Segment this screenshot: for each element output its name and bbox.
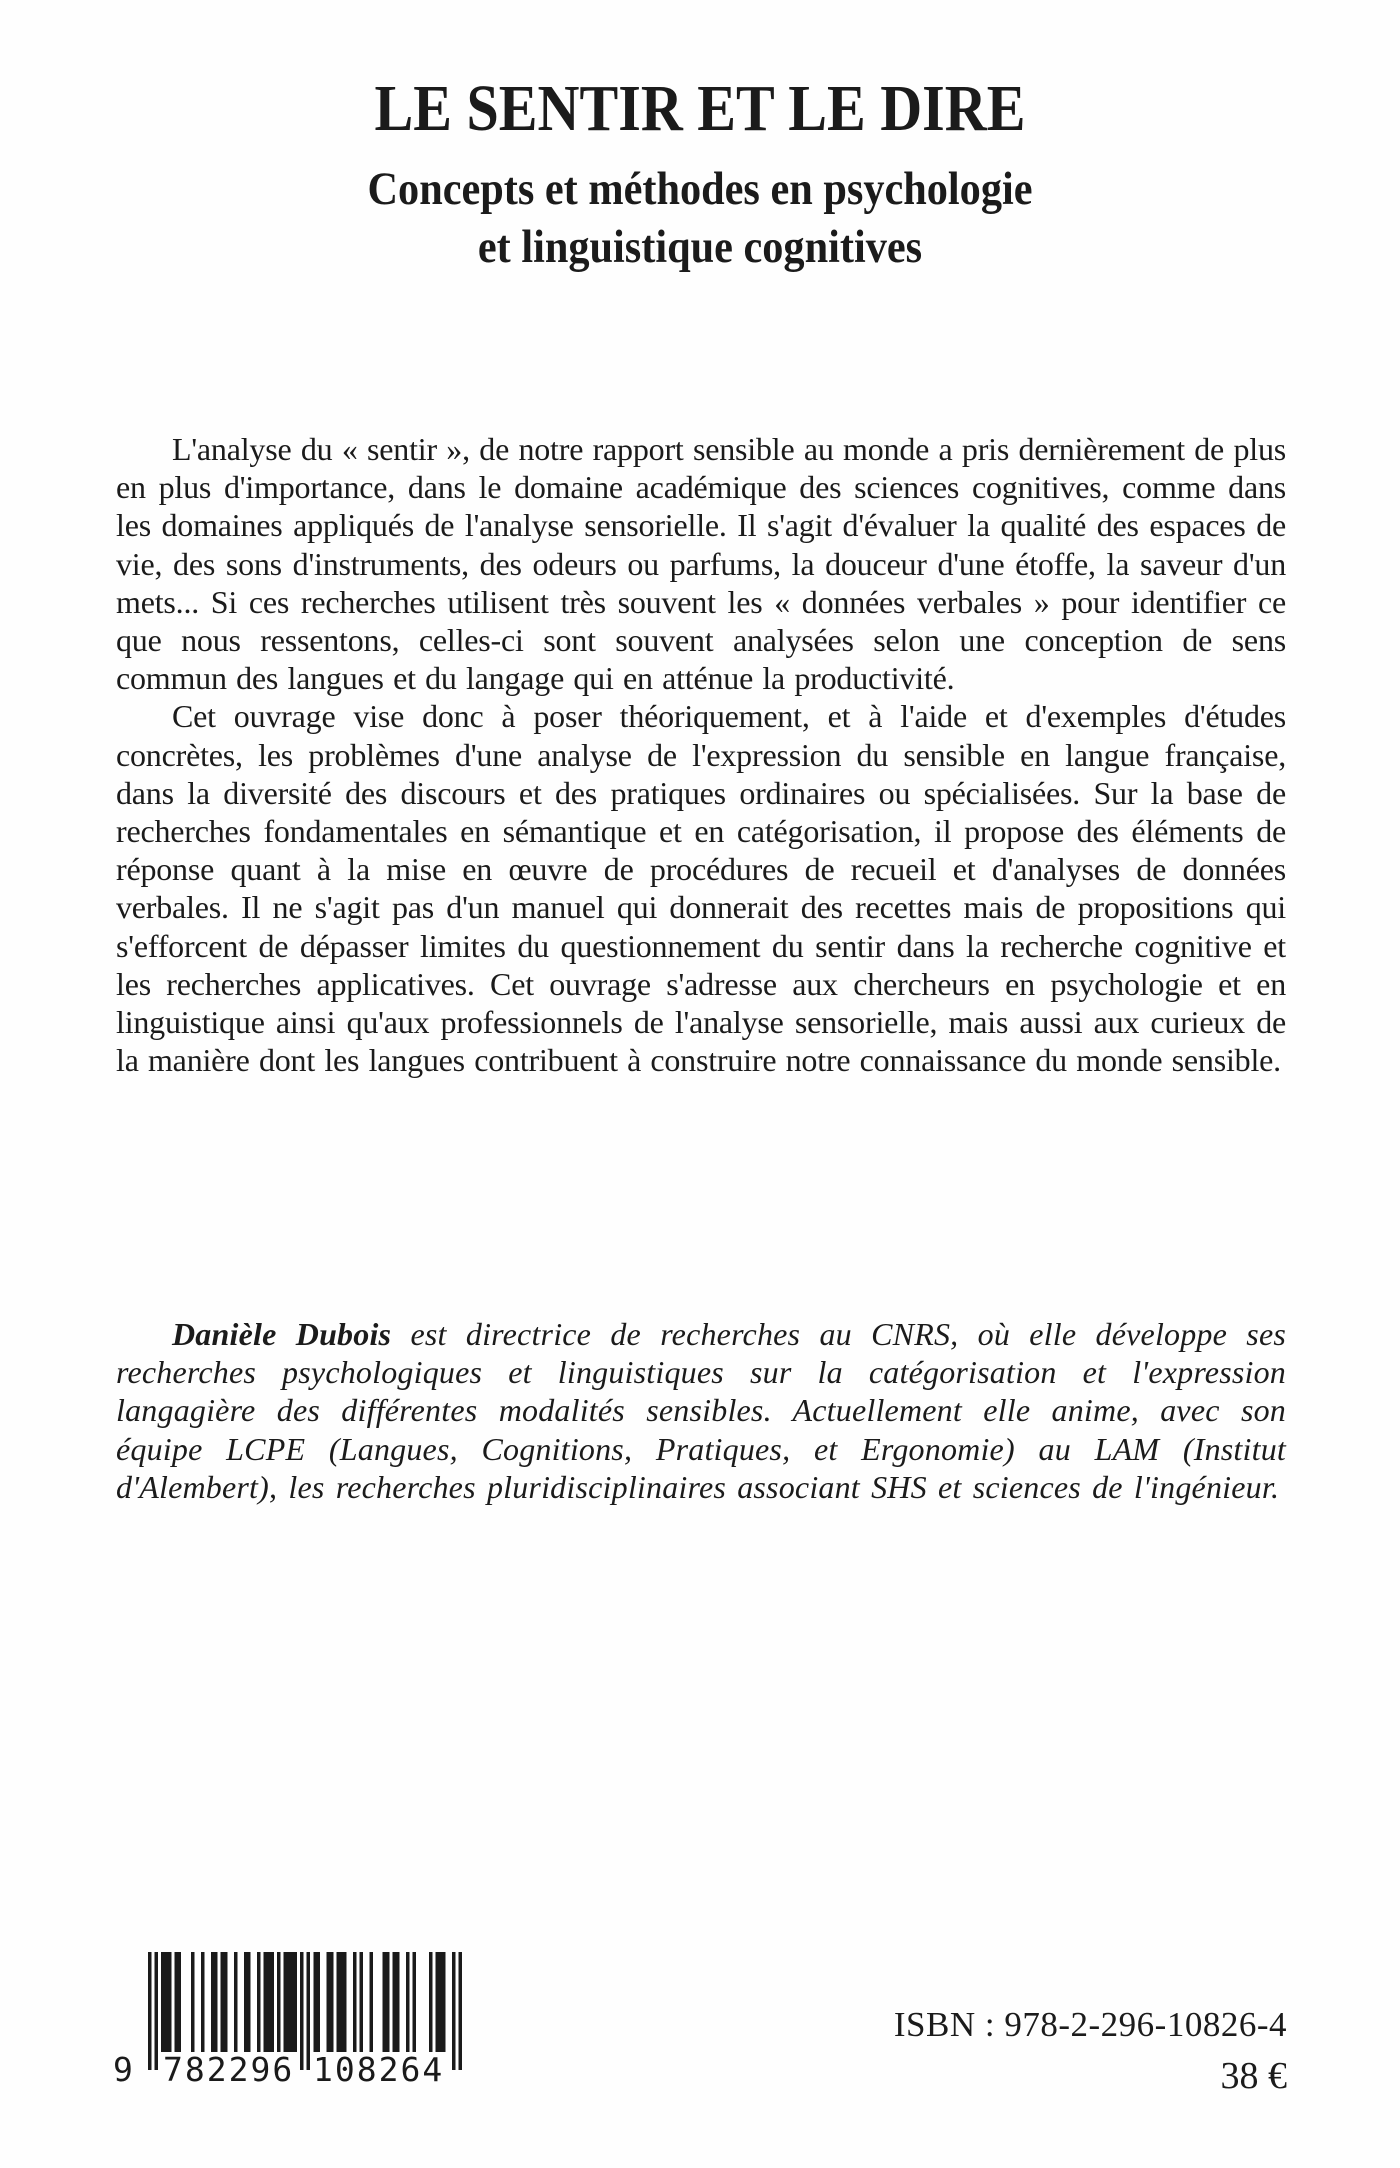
title-block	[0, 72, 1400, 276]
synopsis-paragraph-2: Cet ouvrage vise donc à poser théoriquement, et à l'aide et d'exemples d'études concrètes, les problèmes d'une analyse de l'expression du sensible en langue française, dans la diversité des discours et des pratiques ordinaires ou spécialisées. Sur la base de recherches fondamentales en sémantique et en catégorisation, il propose des éléments de réponse quant à la mise en œuvre de procédures de recueil et d'analyses de données verbales. Il ne s'agit pas d'un manuel qui donnerait des recettes mais de propositions qui s'efforcent de dépasser limites du questionnement du sentir dans la recherche cognitive et les recherches applicatives. Cet ouvrage s'adresse aux chercheurs en psychologie et en linguistique ainsi qu'aux professionnels de l'analyse sensorielle, mais aussi aux curieux de la manière dont les langues contribuent à construire notre connaissance du monde sensible.	[116, 698, 1286, 1079]
synopsis-paragraph-1: L'analyse du « sentir », de notre rapport sensible au monde a pris dernièrement de plus en plus d'importance, dans le domaine académique des sciences cognitives, comme dans les domaines appliqués de l'analyse sensorielle. Il s'agit d'évaluer la qualité des espaces de vie, des sons d'instruments, des odeurs ou parfums, la douceur d'une étoffe, la saveur d'un mets... Si ces recherches utilisent très souvent les « données verbales » pour identifier ce que nous ressentons, celles-ci sont souvent analysées selon une conception de sens commun des langues et du langage qui en atténue la productivité.	[116, 431, 1286, 697]
book-subtitle	[0, 160, 1400, 276]
subtitle-line-1: Concepts et méthodes en psychologie	[367, 163, 1033, 215]
barcode-area	[113, 1952, 473, 2097]
barcode-digit-leading: 9	[113, 2050, 135, 2089]
book-title: LE SENTIR ET LE DIRE	[374, 72, 1026, 145]
colophon	[894, 2004, 1287, 2098]
author-bio-paragraph	[116, 1315, 1286, 1506]
author-name: Danièle Dubois	[172, 1316, 392, 1352]
isbn-text: ISBN : 978-2-296-10826-4	[893, 2005, 1287, 2044]
price-text: 38 €	[1220, 2055, 1287, 2097]
author-bio	[116, 1315, 1286, 1506]
subtitle-line-2: et linguistique cognitives	[477, 221, 923, 273]
barcode-digit-group-1: 782296	[163, 2050, 295, 2089]
barcode-digit-group-2: 108264	[313, 2050, 445, 2089]
author-bio-text: est directrice de recherches au CNRS, où elle développe ses recherches psychologiques et linguistiques sur la catégorisation et l'expression langagière des différentes modalités sensibles. Actuellement elle anime, avec son équipe LCPE (Langues, Cognitions, Pratiques, et Ergonomie) au LAM (Institut d'Alembert), les recherches pluridisciplinaires associant SHS et sciences de l'ingénieur.	[116, 1316, 1287, 1505]
synopsis	[116, 430, 1286, 1079]
